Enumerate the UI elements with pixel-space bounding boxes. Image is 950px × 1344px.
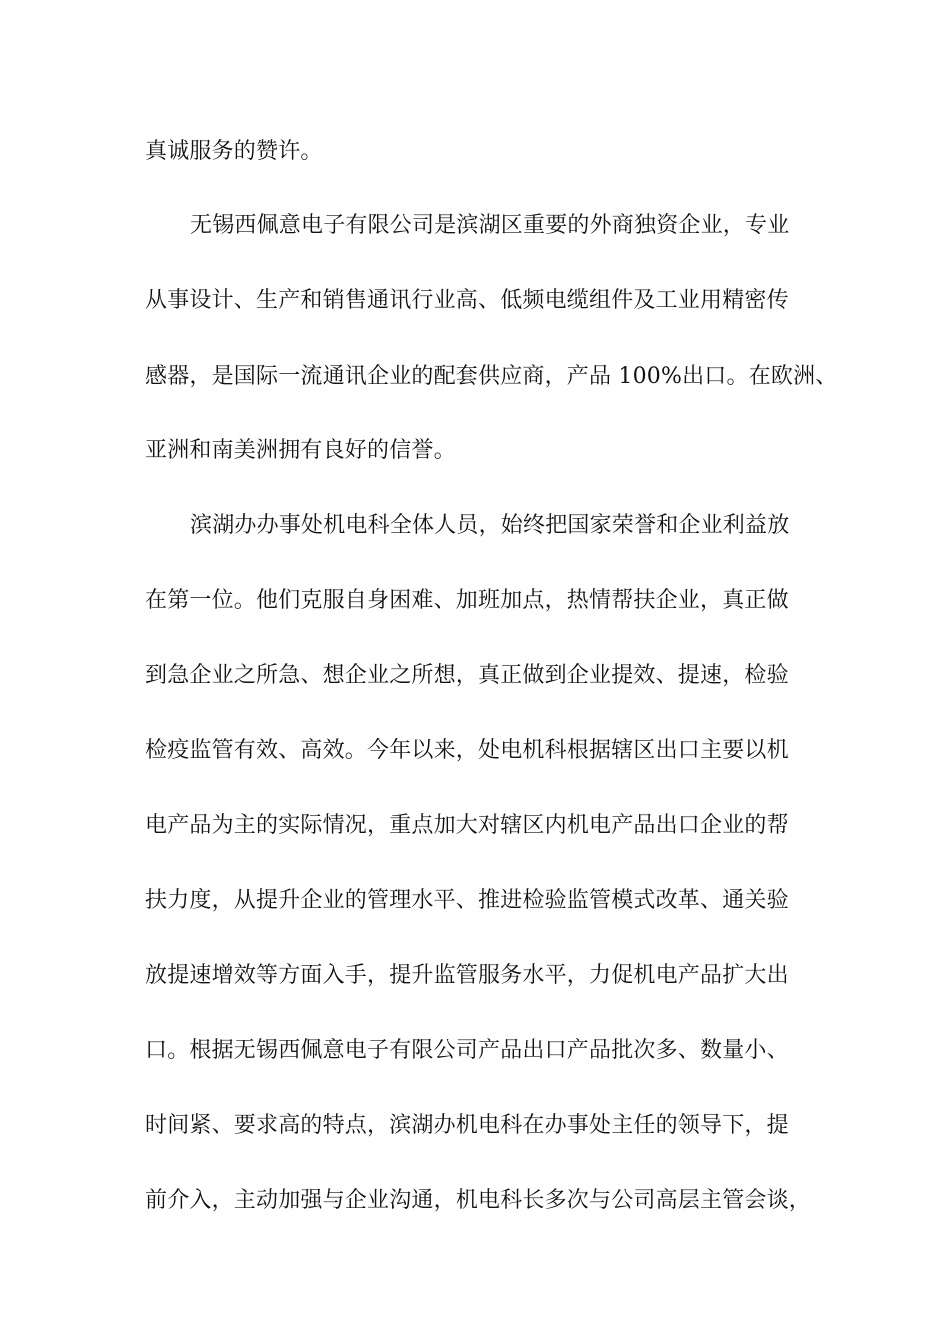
text-line: 从事设计、生产和销售通讯行业高、低频电缆组件及工业用精密传 (145, 288, 789, 313)
text-line: 真诚服务的赞许。 (145, 139, 323, 164)
text-line: 电产品为主的实际情况，重点加大对辖区内机电产品出口企业的帮 (145, 813, 789, 838)
text-line: 亚洲和南美洲拥有良好的信誉。 (145, 438, 456, 463)
text-line: 检疫监管有效、高效。今年以来，处电机科根据辖区出口主要以机 (145, 738, 789, 763)
text-line: 放提速增效等方面入手，提升监管服务水平，力促机电产品扩大出 (145, 963, 789, 988)
paragraph-first-line: 滨湖办办事处机电科全体人员，始终把国家荣誉和企业利益放 (190, 513, 790, 538)
text-line: 感器，是国际一流通讯企业的配套供应商，产品 100%出口。在欧洲、 (145, 364, 838, 389)
paragraph-first-line: 无锡西佩意电子有限公司是滨湖区重要的外商独资企业，专业 (190, 213, 790, 238)
text-line: 前介入，主动加强与企业沟通，机电科长多次与公司高层主管会谈， (145, 1188, 812, 1213)
text-line: 到急企业之所急、想企业之所想，真正做到企业提效、提速，检验 (145, 663, 789, 688)
text-line: 时间紧、要求高的特点，滨湖办机电科在办事处主任的领导下，提 (145, 1113, 789, 1138)
text-line: 口。根据无锡西佩意电子有限公司产品出口产品批次多、数量小、 (145, 1038, 789, 1063)
text-line: 在第一位。他们克服自身困难、加班加点，热情帮扶企业，真正做 (145, 588, 789, 613)
text-line: 扶力度，从提升企业的管理水平、推进检验监管模式改革、通关验 (145, 888, 789, 913)
